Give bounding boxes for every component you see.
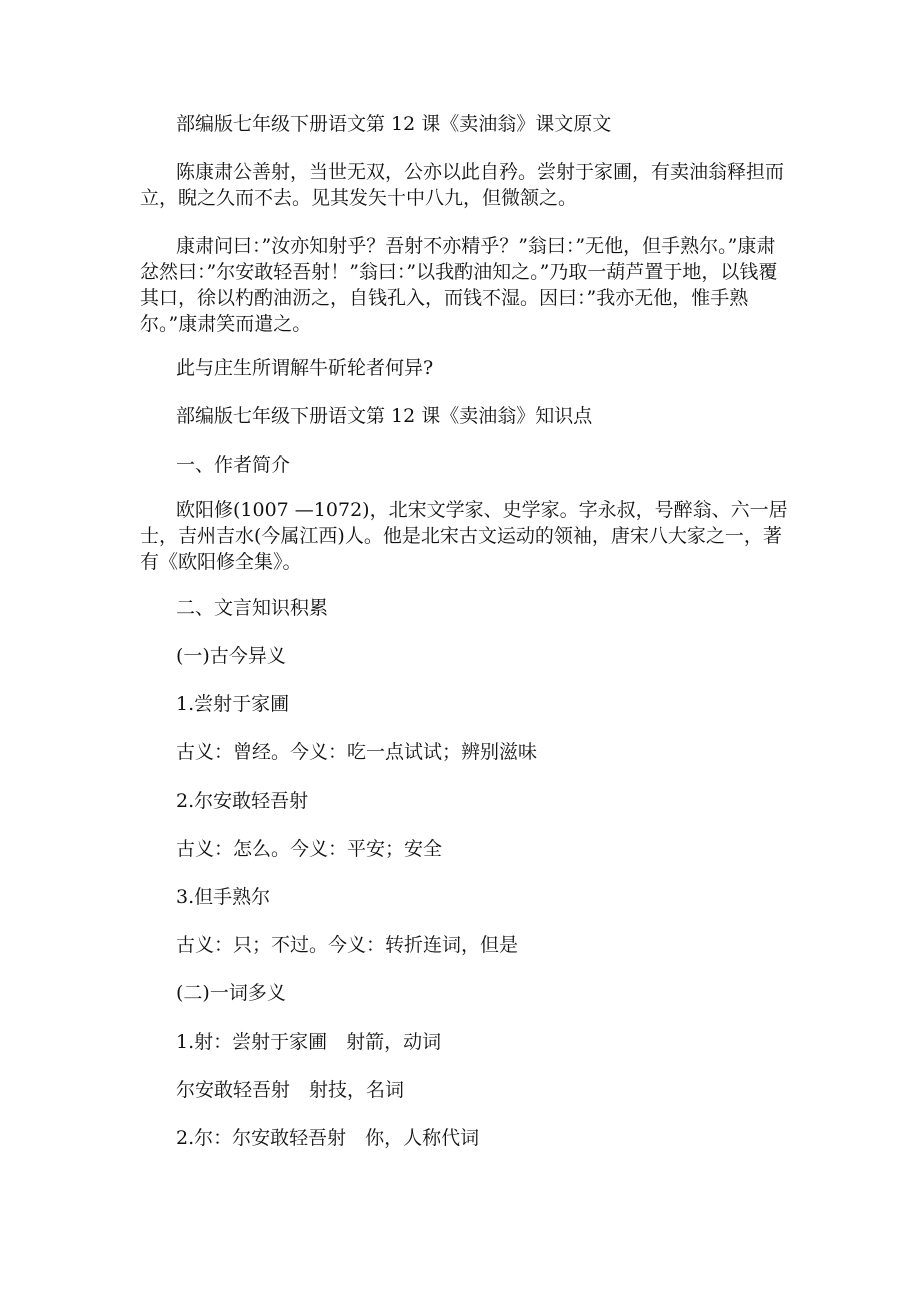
subheading-ancient-modern: (一)古今异义 xyxy=(176,645,286,667)
paragraph-3: 此与庄生所谓解牛斫轮者何异? xyxy=(176,357,434,379)
polysemy-item-1: 1.射：尝射于家圃 射箭，动词 xyxy=(176,1031,442,1053)
list-item-3-meaning: 古义：只；不过。今义：转折连词，但是 xyxy=(176,934,519,956)
title-original-text: 部编版七年级下册语文第 12 课《卖油翁》课文原文 xyxy=(176,113,612,135)
list-item-1-meaning: 古义：曾经。今义：吃一点试试；辨别滋味 xyxy=(176,741,538,763)
paragraph-2: 康肃问曰：”汝亦知射乎？吾射不亦精乎？”翁曰：”无他，但手熟尔。”康肃忿然曰：”尔安敢轻吾射！”翁曰：”以我酌油知之。”乃取一葫芦置于地，以钱覆其口，徐以杓酌油沥之，自钱孔入，而钱不湿。因曰：”我亦无他，惟手熟尔。”康肃笑而遣之。 xyxy=(140,235,778,335)
section-heading-classical: 二、文言知识积累 xyxy=(176,597,329,619)
polysemy-item-1-b: 尔安敢轻吾射 射技，名词 xyxy=(176,1079,405,1101)
paragraph-1: 陈康肃公善射，当世无双，公亦以此自矜。尝射于家圃，有卖油翁释担而立，睨之久而不去。见其发矢十中八九，但微颔之。 xyxy=(140,161,785,209)
polysemy-item-2: 2.尔：尔安敢轻吾射 你，人称代词 xyxy=(176,1127,480,1149)
list-item-1: 1.尝射于家圃 xyxy=(176,693,290,715)
list-item-2: 2.尔安敢轻吾射 xyxy=(176,790,309,812)
subheading-polysemy: (二)一词多义 xyxy=(176,982,286,1004)
section-heading-author: 一、作者简介 xyxy=(176,454,291,476)
list-item-2-meaning: 古义：怎么。今义：平安；安全 xyxy=(176,838,443,860)
paragraph-author-intro: 欧阳修(1007 —1072)，北宋文学家、史学家。字永叔，号醉翁、六一居士，吉州吉水(今属江西)人。他是北宋古文运动的领袖，唐宋八大家之一，著有《欧阳修全集》。 xyxy=(140,499,788,573)
list-item-3: 3.但手熟尔 xyxy=(176,886,271,908)
title-knowledge-points: 部编版七年级下册语文第 12 课《卖油翁》知识点 xyxy=(176,405,593,427)
